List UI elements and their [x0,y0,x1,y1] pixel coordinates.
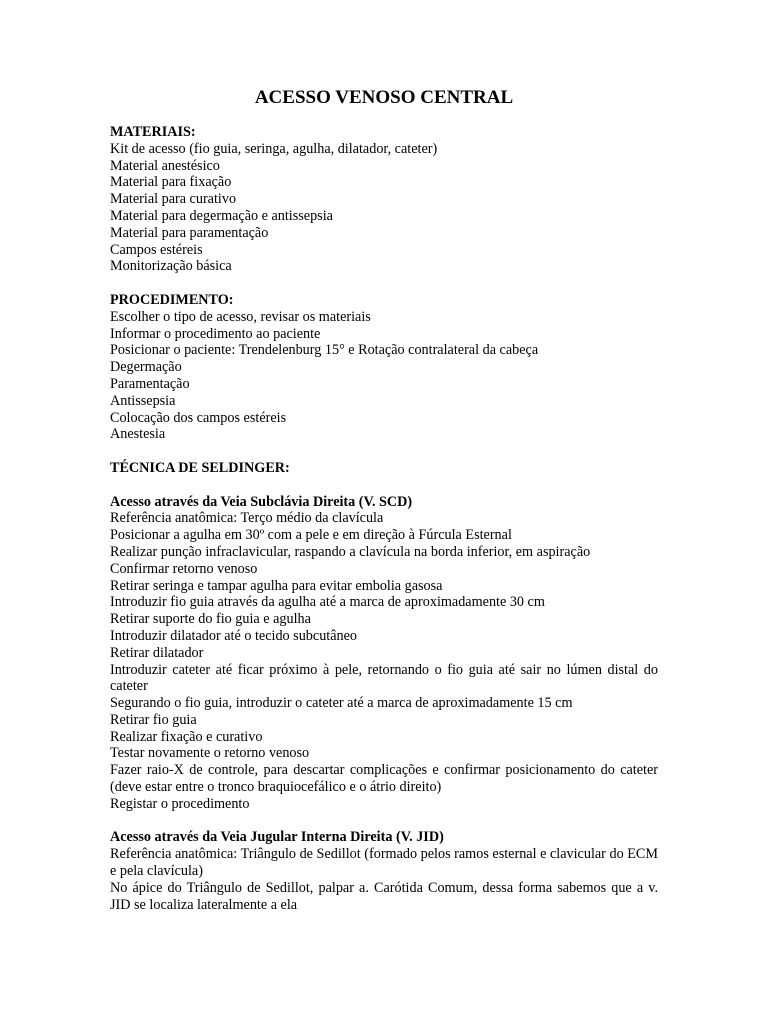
subclavia-step: Retirar suporte do fio guia e agulha [110,611,311,628]
subclavia-step: Introduzir fio guia através da agulha até a marca de aproximadamente 30 cm [110,594,545,611]
materiais-item: Material para degermação e antissepsia [110,207,333,224]
procedimento-item: Paramentação [110,375,190,392]
procedimento-item: Colocação dos campos estéreis [110,409,287,426]
procedimento-item: Posicionar o paciente: Trendelenburg 15° e Rotação contralateral da cabeça [110,342,539,359]
materiais-item: Kit de acesso (fio guia, seringa, agulha, dilatador, cateter) [110,140,438,157]
subclavia-step: Retirar seringa e tampar agulha para evitar embolia gasosa [110,577,443,594]
document-title: ACESSO VENOSO CENTRAL [254,87,514,108]
section-jugular [110,829,658,913]
section-spacer [110,813,658,830]
subclavia-step: Fazer raio-X de controle, para descartar complicações e confirmar posicionamento do cateter (deve estar entre o tronco braquiocefálico e o átrio direito) [110,762,658,796]
subsection-heading-subclavia: Acesso através da Veia Subclávia Direita (V. SCD) [110,493,413,510]
procedimento-item: Anestesia [110,426,166,443]
section-heading-materiais: MATERIAIS: [110,124,196,140]
jugular-step: Referência anatômica: Triângulo de Sedillot (formado pelos ramos esternal e clavicular do ECM e pela clavícula) [110,846,658,880]
section-subclavia [110,494,658,813]
subclavia-step: Referência anatômica: Terço médio da clavícula [110,510,384,527]
section-procedimento [110,292,658,443]
subclavia-step: Realizar punção infraclavicular, raspando a clavícula na borda inferior, em aspiração [110,543,591,560]
subclavia-step: Confirmar retorno venoso [110,560,258,577]
section-spacer [110,477,658,494]
section-spacer [110,443,658,460]
subclavia-step: Introduzir cateter até ficar próximo à pele, retornando o fio guia até sair no lúmen distal do cateter [110,661,658,695]
subsection-heading-jugular: Acesso através da Veia Jugular Interna Direita (V. JID) [110,829,444,846]
section-spacer [110,275,658,292]
subclavia-step: Posicionar a agulha em 30º com a pele e em direção à Fúrcula Esternal [110,527,512,544]
section-heading-tecnica: TÉCNICA DE SELDINGER: [110,459,290,476]
document-body [110,124,658,913]
procedimento-item: Informar o procedimento ao paciente [110,325,321,342]
materiais-item: Monitorização básica [110,258,232,275]
section-materiais [110,124,658,275]
subclavia-step: Segurando o fio guia, introduzir o cateter até a marca de aproximadamente 15 cm [110,695,573,712]
materiais-item: Material para fixação [110,174,232,191]
section-heading-procedimento: PROCEDIMENTO: [110,291,234,308]
jugular-step: No ápice do Triângulo de Sedillot, palpar a. Carótida Comum, dessa forma sabemos que a v. JID se localiza lateralmente a ela [110,879,658,913]
subclavia-step: Retirar dilatador [110,644,204,661]
materiais-item: Campos estéreis [110,241,203,258]
subclavia-step: Realizar fixação e curativo [110,728,263,745]
procedimento-item: Escolher o tipo de acesso, revisar os materiais [110,308,371,325]
procedimento-item: Degermação [110,359,182,376]
subclavia-step: Retirar fio guia [110,711,197,728]
subclavia-step: Introduzir dilatador até o tecido subcutâneo [110,627,358,644]
procedimento-item: Antissepsia [110,392,176,409]
materiais-item: Material para curativo [110,191,237,208]
subclavia-step: Testar novamente o retorno venoso [110,745,310,762]
materiais-item: Material anestésico [110,157,220,174]
subclavia-step: Registar o procedimento [110,795,250,812]
materiais-item: Material para paramentação [110,224,269,241]
